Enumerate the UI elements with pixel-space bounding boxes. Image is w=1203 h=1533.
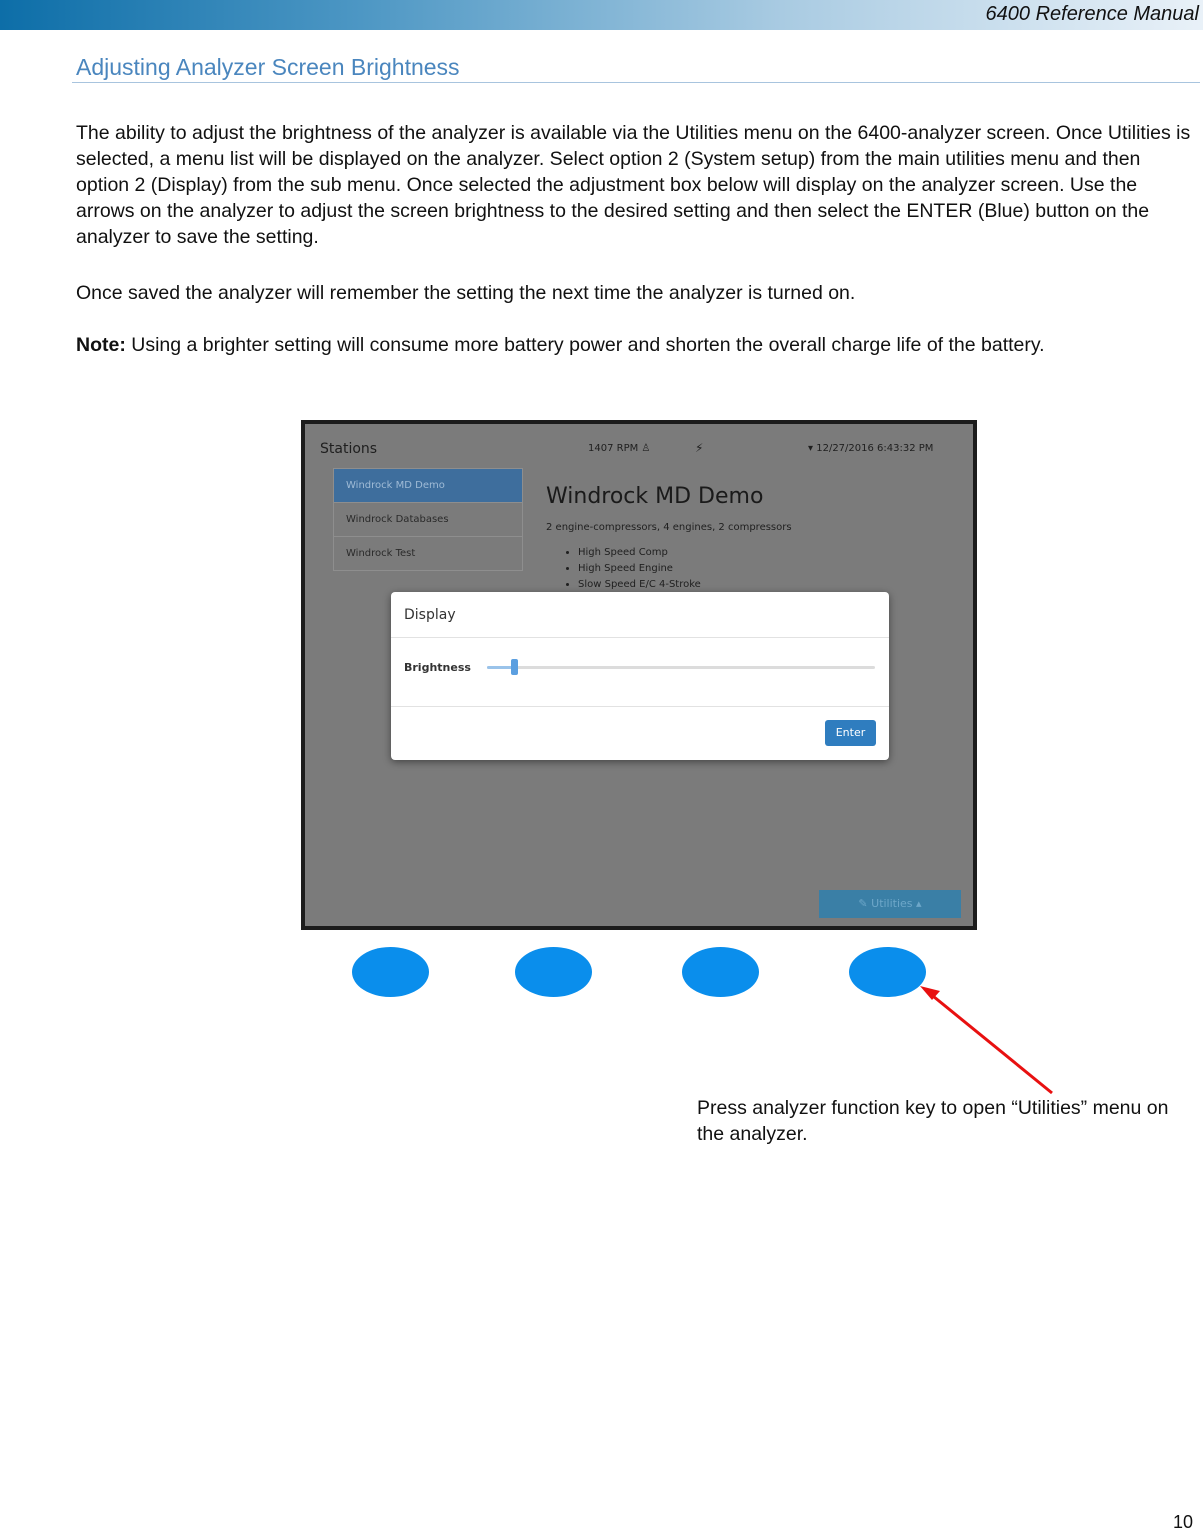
- rpm-value: 1407 RPM: [588, 443, 639, 454]
- function-key-4[interactable]: [849, 947, 926, 997]
- analyzer-screenshot: [301, 420, 977, 930]
- function-key-1[interactable]: [352, 947, 429, 997]
- display-dialog: [391, 592, 889, 760]
- title-rule: [72, 82, 1200, 83]
- brightness-label: Brightness: [404, 661, 471, 674]
- unit-item: • High Speed Comp: [578, 545, 701, 561]
- station-item-databases[interactable]: Windrock Databases: [334, 503, 522, 537]
- function-key-2[interactable]: [515, 947, 592, 997]
- manual-title: 6400 Reference Manual: [985, 3, 1199, 25]
- brightness-slider-thumb[interactable]: [511, 659, 518, 675]
- brightness-slider-fill: [487, 666, 514, 669]
- unit-item: • High Speed Engine: [578, 561, 701, 577]
- plug-icon: ⚡: [695, 441, 704, 455]
- note-label: Note:: [76, 334, 126, 356]
- section-title: Adjusting Analyzer Screen Brightness: [76, 54, 460, 80]
- datetime-value: 12/27/2016 6:43:32 PM: [816, 443, 934, 454]
- function-key-3[interactable]: [682, 947, 759, 997]
- callout-arrow-head: [920, 986, 940, 1000]
- engine-icon: ♙: [641, 443, 651, 454]
- paragraph-note: [76, 332, 1198, 358]
- station-subtitle: 2 engine-compressors, 4 engines, 2 compressors: [546, 522, 792, 533]
- battery-icon: ▾: [808, 443, 814, 454]
- brightness-slider[interactable]: [487, 666, 875, 669]
- caret-up-icon: ▴: [916, 897, 922, 910]
- wrench-icon: ✎: [858, 897, 868, 910]
- paragraph-intro: The ability to adjust the brightness of the analyzer is available via the Utilities menu on the 6400-analyzer screen. Once Utilities is selected, a menu list will be displayed on the analyzer. Select option 2 (System setup) from the main utilities menu and then option 2 (Display) from the sub menu. Once selected the adjustment box below will display on the analyzer screen. Use the arrows on the analyzer to adjust the screen brightness to the desired setting and then select the ENTER (Blue) button on the analyzer to save the setting.: [76, 122, 1191, 248]
- paragraph-saved: Once saved the analyzer will remember the setting the next time the analyzer is turned on.: [76, 282, 856, 304]
- datetime-readout: [808, 443, 933, 454]
- page-number: 10: [1172, 1512, 1193, 1532]
- station-item-test[interactable]: Windrock Test: [334, 537, 522, 570]
- callout-arrow-line: [928, 992, 1052, 1093]
- unit-item: • Slow Speed E/C 4-Stroke: [578, 577, 701, 593]
- callout-caption: Press analyzer function key to open “Utilities” menu on the analyzer.: [697, 1097, 1169, 1145]
- enter-button[interactable]: Enter: [825, 720, 876, 746]
- dialog-divider: [391, 706, 889, 707]
- note-text: Using a brighter setting will consume more battery power and shorten the overall charge life of the battery.: [125, 334, 1045, 356]
- rpm-readout: [588, 443, 650, 454]
- dialog-title: Display: [404, 607, 456, 623]
- station-item-md-demo[interactable]: Windrock MD Demo: [334, 469, 522, 503]
- unit-list: [564, 545, 701, 593]
- station-title: Windrock MD Demo: [546, 484, 764, 509]
- station-list: [333, 468, 523, 571]
- dialog-divider: [391, 637, 889, 638]
- stations-header: Stations: [320, 441, 378, 457]
- utilities-button[interactable]: [819, 890, 961, 918]
- utilities-label: Utilities: [871, 897, 913, 910]
